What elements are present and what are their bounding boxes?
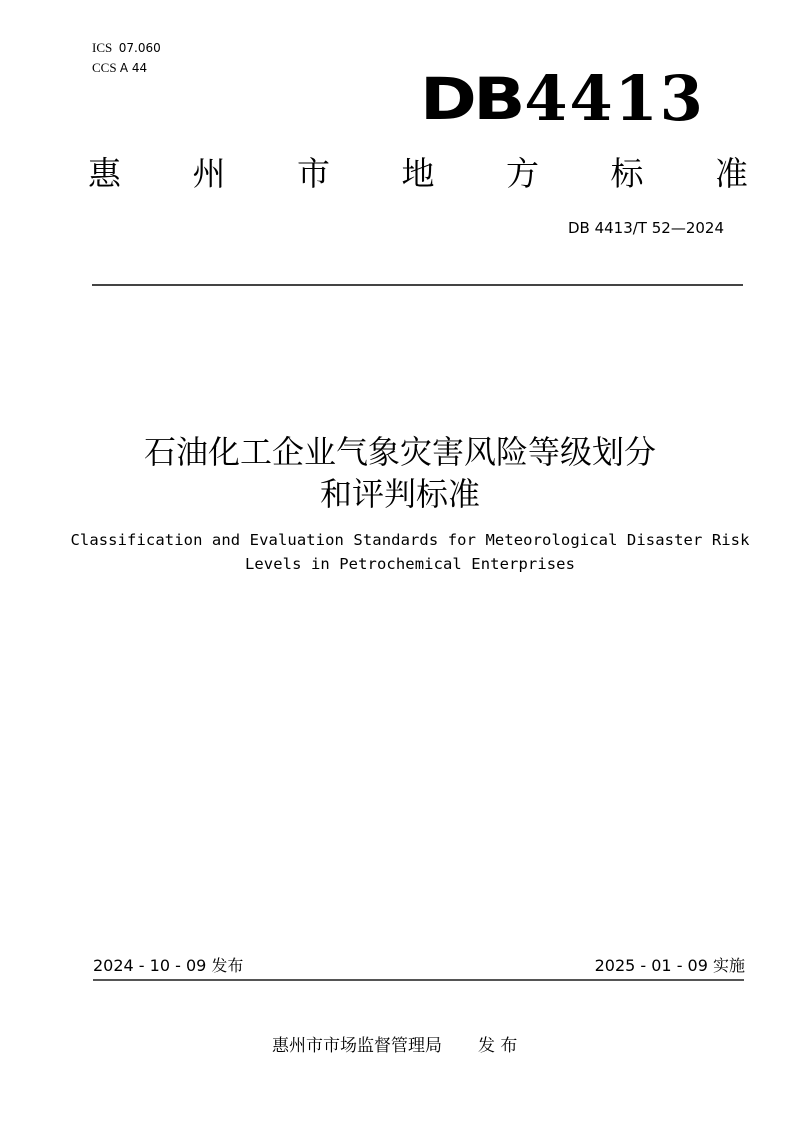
title-en-line-2: Levels in Petrochemical Enterprises [244, 555, 576, 573]
document-title-en [0, 528, 800, 576]
db-region-number: 4413 [524, 62, 705, 135]
issuing-authority [272, 1034, 517, 1058]
title-cn-line-2: 和评判标准 [319, 475, 480, 513]
standard-type-char: 惠 [88, 154, 121, 193]
top-divider [92, 284, 743, 286]
standard-type-char: 方 [506, 154, 539, 193]
implementation-date: 2025 - 01 - 09 实施 [594, 956, 745, 975]
issuer-action: 发 布 [478, 1036, 518, 1056]
ccs-row [92, 58, 161, 78]
bottom-divider [93, 979, 744, 981]
standard-type-heading [88, 152, 748, 196]
db-logo [420, 62, 705, 135]
standard-type-char: 准 [715, 154, 748, 193]
classification-codes [92, 38, 161, 78]
standard-type-char: 地 [401, 154, 435, 193]
ccs-label: CCS [92, 60, 117, 75]
standard-number: DB 4413/T 52—2024 [567, 219, 724, 237]
standard-type-char: 市 [297, 154, 330, 193]
date-row [93, 954, 745, 978]
title-cn-line-1: 石油化工企业气象灾害风险等级划分 [143, 433, 656, 471]
ics-row [92, 38, 161, 58]
ics-code: 07.060 [118, 41, 161, 55]
standard-type-char: 州 [192, 154, 226, 193]
db-letters: DB [420, 65, 522, 133]
ccs-code: A 44 [119, 61, 148, 75]
title-en-line-1: Classification and Evaluation Standards for Meteorological Disaster Risk [70, 531, 750, 549]
standard-type-char: 标 [610, 154, 644, 193]
ics-label: ICS [92, 40, 113, 55]
document-title-cn [0, 431, 800, 515]
issue-date: 2024 - 10 - 09 发布 [93, 956, 244, 975]
issuer-name: 惠州市市场监督管理局 [272, 1036, 442, 1056]
